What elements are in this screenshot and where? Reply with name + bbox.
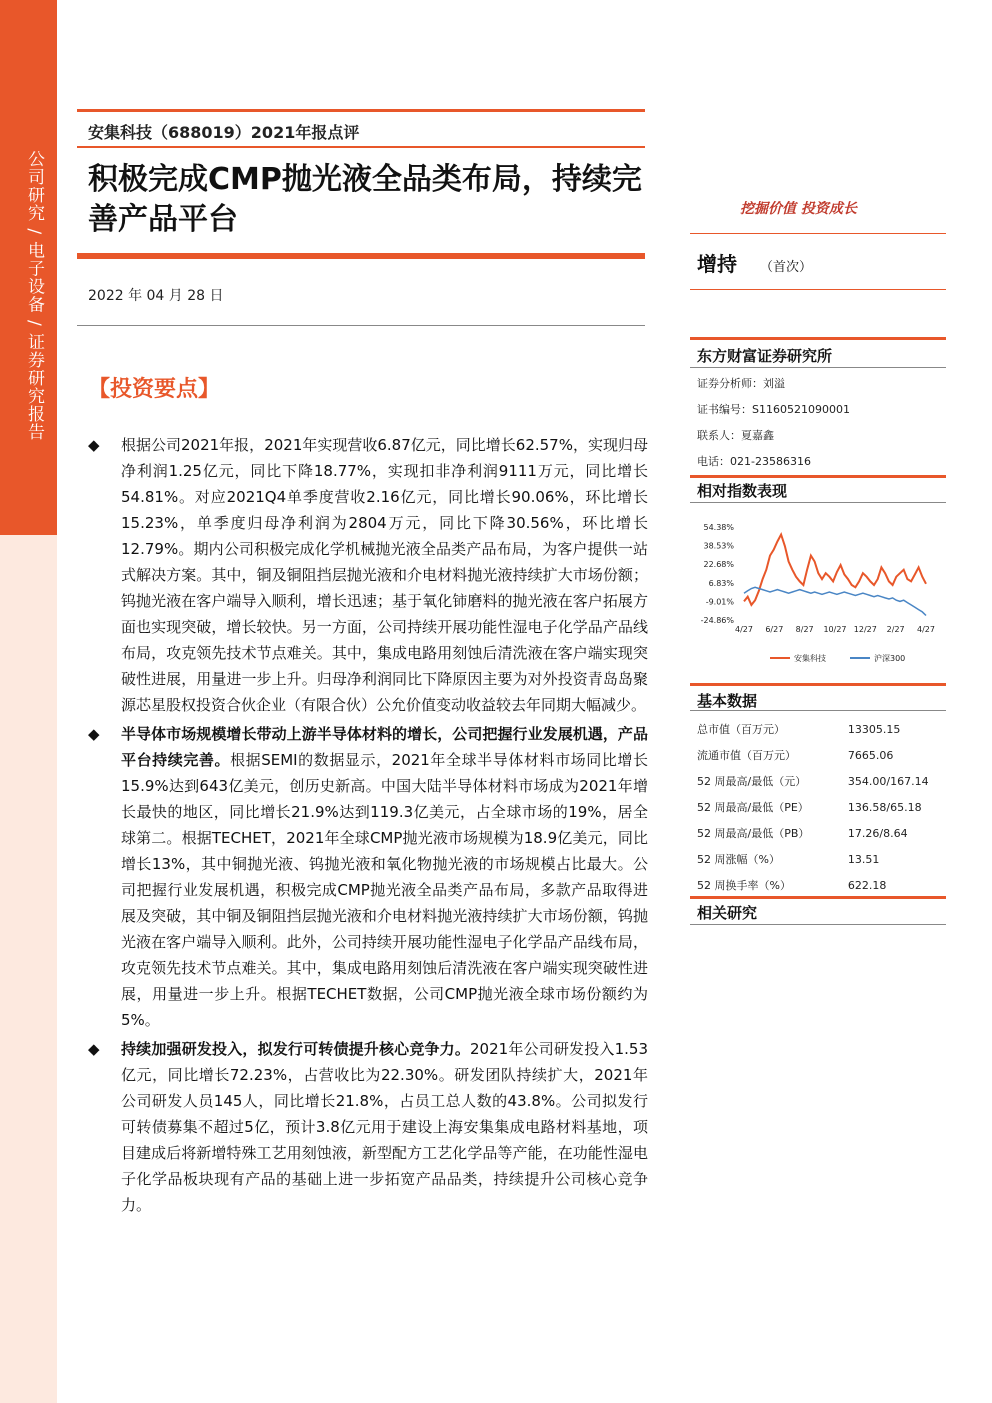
- divider: [77, 325, 645, 326]
- table-row: [697, 846, 937, 872]
- x-tick-label: 8/27: [795, 625, 814, 634]
- related-research-title: 相关研究: [697, 904, 758, 922]
- right-rule: [690, 289, 946, 290]
- table-value: 13.51: [847, 852, 880, 866]
- table-key: 52 周最高/最低（元）: [697, 775, 807, 788]
- right-rule: [690, 924, 946, 925]
- y-tick-label: 54.38%: [703, 523, 734, 532]
- paragraph-text: 2021年公司研发投入1.53亿元，同比增长72.23%，占营收比为22.30%。研发团队持续扩大，2021年公司研发人员145人，同比增长21.8%，占员工总人数的43.8%。公司拟发行可转债募集不超过5亿，预计3.8亿元用于建设上海安集集成电路材料基地，项目建成后将新增特殊工艺用刻蚀液，新型配方工艺化学品等产能，在功能性湿电子化学品板块现有产品的基础上进一步拓宽产品品类，持续提升公司核心竞争力。: [121, 1040, 648, 1214]
- table-row: [697, 794, 937, 820]
- diamond-bullet-icon: ◆: [88, 1040, 100, 1058]
- table-value: 13305.15: [847, 722, 901, 736]
- y-tick-label: 22.68%: [703, 560, 734, 570]
- right-rule: [690, 710, 946, 711]
- paragraph-lead: 持续加强研发投入，拟发行可转债提升核心竞争力。: [121, 1040, 471, 1058]
- x-tick-label: 6/27: [765, 625, 784, 634]
- paragraph-lead: 半导体市场规模增长带动上游半导体材料的增长，公司把握行业发展机遇，产品平台持续完善。: [121, 725, 648, 769]
- slogan: 挖掘价值 投资成长: [740, 201, 857, 217]
- table-value: 17.26/8.64: [847, 826, 908, 840]
- paragraph-text: 根据公司2021年报，2021年实现营收6.87亿元，同比增长62.57%，实现归母净利润1.25亿元，同比下降18.77%，实现扣非净利润9111万元，同比增长54.81%。对应2021Q4单季度营收2.16亿元，同比增长90.06%，环比增长15.23%，单季度归母净利润为2804万元，同比下降30.56%，环比增长12.79%。期内公司积极完成化学机械抛光液全品类产品布局，为客户提供一站式解决方案。其中，铜及铜阻挡层抛光液和介电材料抛光液持续扩大市场份额；钨抛光液在客户端导入顺利，增长迅速；基于氧化铈磨料的抛光液在客户拓展方面也实现突破，增长较快。另一方面，公司持续开展功能性湿电子化学品产品线布局，攻克领先技术节点难关。其中，集成电路用刻蚀后清洗液在客户端实现突破性进展，用量进一步上升。归母净利润同比下降原因主要为对外投资青岛岛聚源芯星股权投资合伙企业（有限合伙）公允价值变动收益较去年同期大幅减少。: [121, 436, 648, 714]
- x-tick-label: 10/27: [823, 625, 847, 634]
- header-rule-bottom: [77, 253, 645, 259]
- sidebar-band-light: [0, 535, 57, 1403]
- y-tick-label: 6.83%: [708, 578, 734, 588]
- sidebar-category-text: 公司研究 / 电子设备 / 证券研究报告: [24, 150, 44, 442]
- analyst: 证券分析师：刘溢: [697, 377, 785, 390]
- invest-paragraph: [88, 432, 648, 718]
- diamond-bullet-icon: ◆: [88, 436, 100, 454]
- contact: 联系人：夏嘉鑫: [697, 429, 774, 442]
- table-row: [697, 872, 937, 898]
- report-title: 积极完成CMP抛光液全品类布局，持续完善产品平台: [88, 162, 642, 237]
- report-subtitle: 安集科技（688019）2021年报点评: [88, 123, 360, 142]
- invest-heading: 【投资要点】: [88, 377, 221, 402]
- diamond-bullet-icon: ◆: [88, 725, 100, 743]
- basic-data-title: 基本数据: [697, 692, 758, 710]
- report-date: 2022 年 04 月 28 日: [88, 288, 224, 304]
- right-rule: [690, 475, 946, 478]
- header-rule-mid: [77, 146, 645, 148]
- header-rule-top: [77, 109, 645, 112]
- y-tick-label: -9.01%: [705, 597, 734, 607]
- right-rule: [690, 502, 946, 503]
- table-row: [697, 820, 937, 846]
- basic-data-table: [697, 716, 937, 898]
- invest-body: [88, 432, 648, 1221]
- table-value: 622.18: [847, 878, 887, 892]
- legend-label: 沪深300: [874, 654, 906, 663]
- institute-name: 东方财富证券研究所: [697, 347, 833, 365]
- table-key: 总市值（百万元）: [697, 723, 785, 736]
- table-row: [697, 716, 937, 742]
- table-row: [697, 742, 937, 768]
- chart-title: 相对指数表现: [697, 482, 788, 500]
- right-rule: [690, 337, 946, 340]
- right-rule: [690, 896, 946, 899]
- x-tick-label: 12/27: [853, 625, 877, 634]
- table-value: 7665.06: [847, 748, 894, 762]
- legend-label: 安集科技: [794, 654, 826, 663]
- table-key: 流通市值（百万元）: [697, 749, 796, 762]
- table-value: 354.00/167.14: [847, 774, 929, 788]
- table-key: 52 周换手率（%）: [697, 879, 791, 892]
- cert-number: 证书编号：S1160521090001: [697, 403, 850, 416]
- right-rule: [690, 683, 946, 686]
- table-row: [697, 768, 937, 794]
- table-key: 52 周涨幅（%）: [697, 853, 780, 866]
- x-tick-label: 4/27: [735, 625, 753, 634]
- table-key: 52 周最高/最低（PB）: [697, 827, 810, 840]
- table-value: 136.58/65.18: [847, 800, 922, 814]
- relative-index-chart: [690, 515, 946, 675]
- rating-note: （首次）: [760, 260, 813, 275]
- series-line-hs300: [744, 587, 926, 615]
- table-key: 52 周最高/最低（PE）: [697, 801, 809, 814]
- right-rule: [690, 233, 946, 234]
- y-tick-label: -24.86%: [700, 616, 734, 625]
- right-rule: [690, 367, 946, 368]
- x-tick-label: 4/27: [917, 625, 935, 634]
- y-tick-label: 38.53%: [703, 541, 734, 551]
- x-tick-label: 2/27: [886, 625, 905, 634]
- phone: 电话：021-23586316: [697, 455, 811, 468]
- invest-paragraph: [88, 1036, 648, 1218]
- paragraph-text: 根据SEMI的数据显示，2021年全球半导体材料市场同比增长15.9%达到643亿美元，创历史新高。中国大陆半导体材料市场成为2021年增长最快的地区，同比增长21.9%达到119.3亿美元，占全球市场的19%，居全球第二。根据TECHET，2021年全球CMP抛光液市场规模为18.9亿美元，同比增长13%，其中铜抛光液、钨抛光液和氧化物抛光液的市场规模占比最大。公司把握行业发展机遇，积极完成CMP抛光液全品类产品布局，多款产品取得进展及突破，其中铜及铜阻挡层抛光液和介电材料抛光液持续扩大市场份额，钨抛光液在客户端导入顺利。此外，公司持续开展功能性湿电子化学品产品线布局，攻克领先技术节点难关。其中，集成电路用刻蚀后清洗液在客户端实现突破性进展，用量进一步上升。根据TECHET数据，公司CMP抛光液全球市场份额约为5%。: [121, 751, 648, 1029]
- invest-paragraph: [88, 721, 648, 1033]
- rating: 增持: [697, 252, 737, 276]
